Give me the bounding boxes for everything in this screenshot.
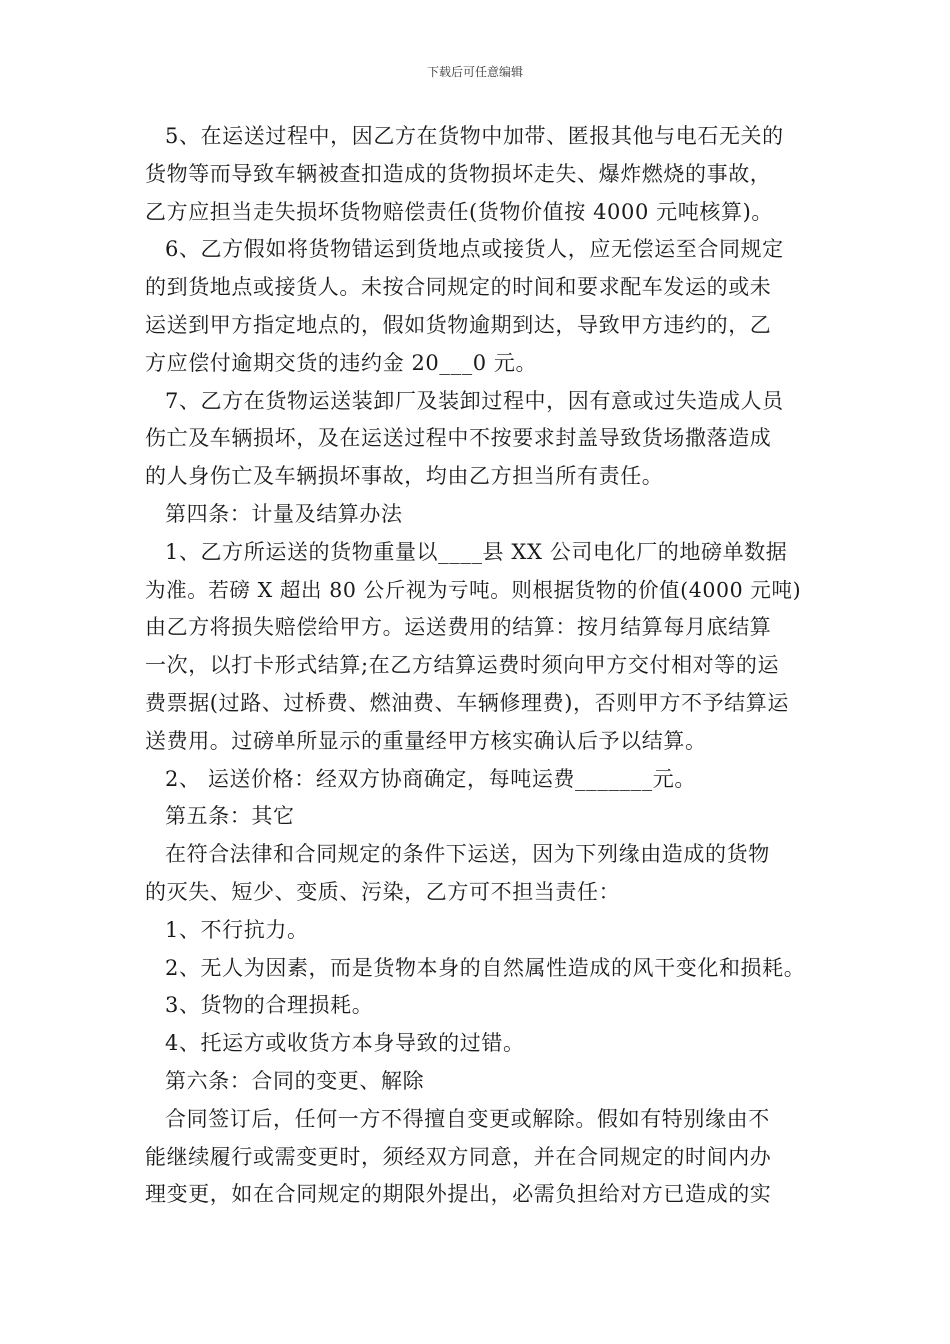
text-line: 6、乙方假如将货物错运到货地点或接货人，应无偿运至合同规定 bbox=[165, 237, 784, 262]
list-item: 2、无人为因素，而是货物本身的自然属性造成的风干变化和损耗。 bbox=[165, 955, 806, 980]
text-line: 运送到甲方指定地点的，假如货物逾期到达，导致甲方违约的，乙 bbox=[145, 312, 772, 337]
text-line: 的到货地点或接货人。未按合同规定的时间和要求配车发运的或未 bbox=[145, 275, 772, 300]
text-line: 在符合法律和合同规定的条件下运送，因为下列缘由造成的货物 bbox=[165, 842, 770, 867]
section-heading: 第五条：其它 bbox=[165, 804, 295, 829]
text-line: 送费用。过磅单所显示的重量经甲方核实确认后予以结算。 bbox=[145, 728, 707, 753]
text-line: 伤亡及车辆损坏，及在运送过程中不按要求封盖导致货场撒落造成 bbox=[145, 426, 772, 451]
contract-body bbox=[145, 118, 815, 1214]
text-line: 理变更，如在合同规定的期限外提出，必需负担给对方已造成的实 bbox=[145, 1182, 772, 1207]
text-line: 2、 运送价格：经双方协商确定，每吨运费_______元。 bbox=[165, 766, 696, 791]
list-item: 3、货物的合理损耗。 bbox=[165, 993, 374, 1018]
text-line: 5、在运送过程中，因乙方在货物中加带、匿报其他与电石无关的 bbox=[165, 124, 784, 148]
text-line: 费票据(过路、过桥费、燃油费、车辆修理费)，否则甲方不予结算运 bbox=[145, 690, 789, 715]
text-line: 的人身伤亡及车辆损坏事故，均由乙方担当所有责任。 bbox=[145, 464, 664, 489]
text-line: 一次，以打卡形式结算;在乙方结算运费时须向甲方交付相对等的运 bbox=[145, 653, 780, 678]
text-line: 由乙方将损失赔偿给甲方。运送费用的结算：按月结算每月底结算 bbox=[145, 615, 772, 640]
text-line: 为准。若磅 X 超出 80 公斤视为亏吨。则根据货物的价值(4000 元吨) bbox=[145, 577, 802, 602]
text-line: 货物等而导致车辆被查扣造成的货物损坏走失、爆炸燃烧的事故， bbox=[145, 161, 772, 186]
list-item: 1、不行抗力。 bbox=[165, 917, 309, 942]
list-item: 4、托运方或收货方本身导致的过错。 bbox=[165, 1031, 525, 1056]
text-line: 1、乙方所运送的货物重量以____县 XX 公司电化厂的地磅单数据 bbox=[165, 539, 788, 564]
section-heading: 第六条：合同的变更、解除 bbox=[165, 1068, 425, 1093]
text-line: 的灭失、短少、变质、污染，乙方可不担当责任： bbox=[145, 879, 621, 904]
text-line: 乙方应担当走失损坏货物赔偿责任(货物价值按 4000 元吨核算)。 bbox=[145, 199, 773, 224]
text-line: 能继续履行或需变更时，须经双方同意，并在合同规定的时间内办 bbox=[145, 1144, 772, 1169]
text-line: 7、乙方在货物运送装卸厂及装卸过程中，因有意或过失造成人员 bbox=[165, 388, 784, 413]
section-heading: 第四条：计量及结算办法 bbox=[165, 501, 403, 526]
page-header: 下载后可任意编辑 bbox=[426, 65, 523, 79]
text-line: 方应偿付逾期交货的违约金 20___0 元。 bbox=[145, 350, 538, 375]
text-line: 合同签订后，任何一方不得擅自变更或解除。假如有特别缘由不 bbox=[165, 1106, 770, 1131]
